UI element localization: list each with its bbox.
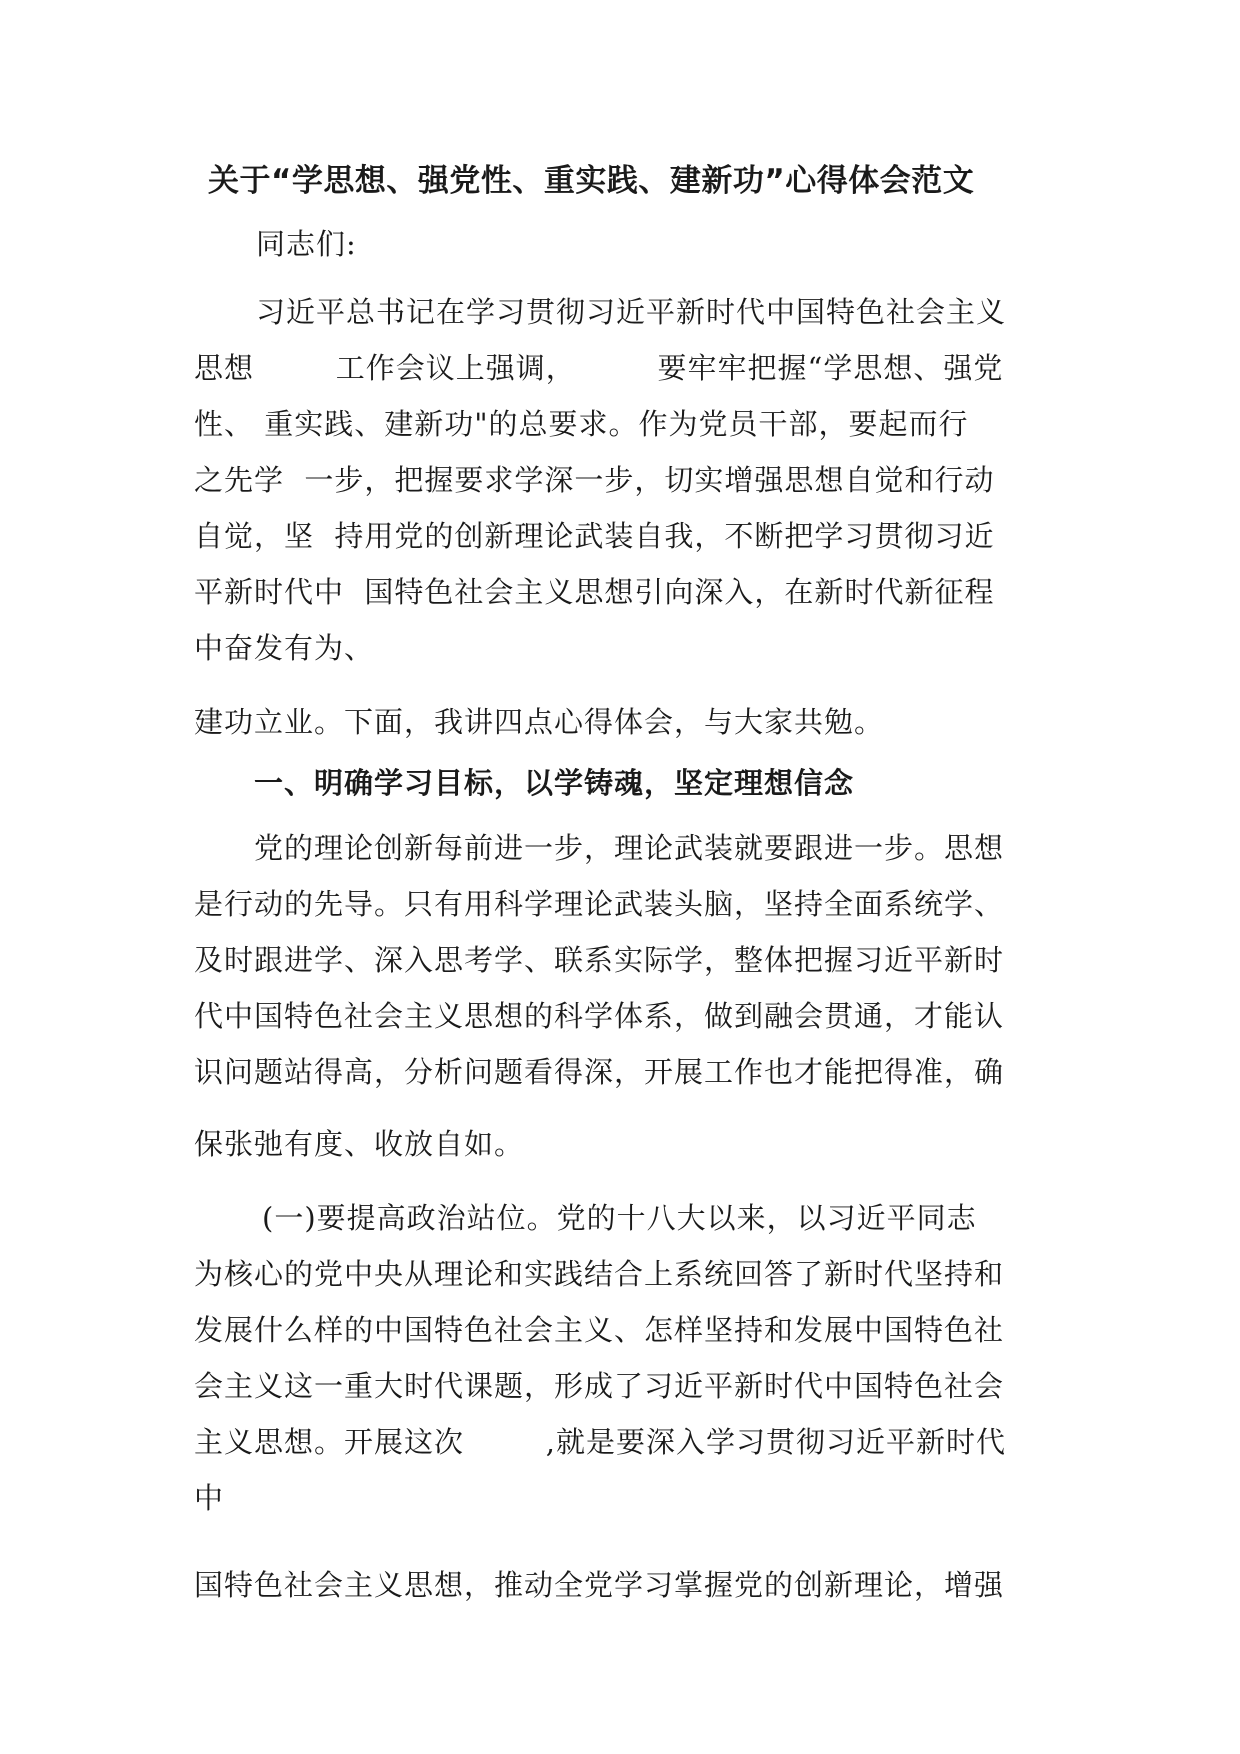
paragraph-line: 会主义这一重大时代课题，形成了习近平新时代中国特色社会 — [194, 1369, 1005, 1403]
paragraph-line: 为核心的党中央从理论和实践结合上系统回答了新时代坚持和 — [194, 1257, 1005, 1291]
paragraph-line: 习近平总书记在学习贯彻习近平新时代中国特色社会主义 — [256, 295, 1007, 329]
paragraph-line: 之先学 一步，把握要求学深一步，切实增强思想自觉和行动 — [194, 463, 995, 497]
paragraph-line: 建功立业。下面，我讲四点心得体会，与大家共勉。 — [194, 705, 885, 739]
paragraph-line: 中奋发有为、 — [194, 631, 375, 665]
paragraph-line: 国特色社会主义思想，推动全党学习掌握党的创新理论，增强 — [194, 1568, 1005, 1602]
paragraph-line: 主义思想。开展这次 ,就是要深入学习贯彻习近平新时代 — [194, 1425, 1006, 1459]
paragraph-line: 平新时代中 国特色社会主义思想引向深入，在新时代新征程 — [194, 575, 995, 609]
salutation: 同志们: — [256, 227, 357, 261]
paragraph-line: 发展什么样的中国特色社会主义、怎样坚持和发展中国特色社 — [194, 1313, 1005, 1347]
paragraph-line: 性、 重实践、建新功"的总要求。作为党员干部，要起而行 — [194, 407, 969, 441]
section-heading: 一、明确学习目标，以学铸魂，坚定理想信念 — [254, 766, 855, 800]
paragraph-line: 思想 工作会议上强调， 要牢牢把握“学思想、强党 — [194, 351, 1004, 385]
paragraph-line: 是行动的先导。只有用科学理论武装头脑，坚持全面系统学、 — [194, 887, 1005, 921]
paragraph-line: 及时跟进学、深入思考学、联系实际学，整体把握习近平新时 — [194, 943, 1005, 977]
paragraph-line: 自觉，坚 持用党的创新理论武装自我，不断把学习贯彻习近 — [194, 519, 995, 553]
paragraph-line: 中 — [194, 1481, 225, 1515]
paragraph-line: 代中国特色社会主义思想的科学体系，做到融会贯通，才能认 — [194, 999, 1005, 1033]
paragraph-line: 识问题站得高，分析问题看得深，开展工作也才能把得准，确 — [194, 1055, 1005, 1089]
paragraph-line: 党的理论创新每前进一步，理论武装就要跟进一步。思想 — [254, 831, 1005, 865]
document-title: 关于“学思想、强党性、重实践、建新功”心得体会范文 — [208, 163, 975, 199]
paragraph-line: (一)要提高政治站位。党的十八大以来，以习近平同志 — [262, 1201, 977, 1235]
paragraph-line: 保张弛有度、收放自如。 — [194, 1127, 525, 1161]
